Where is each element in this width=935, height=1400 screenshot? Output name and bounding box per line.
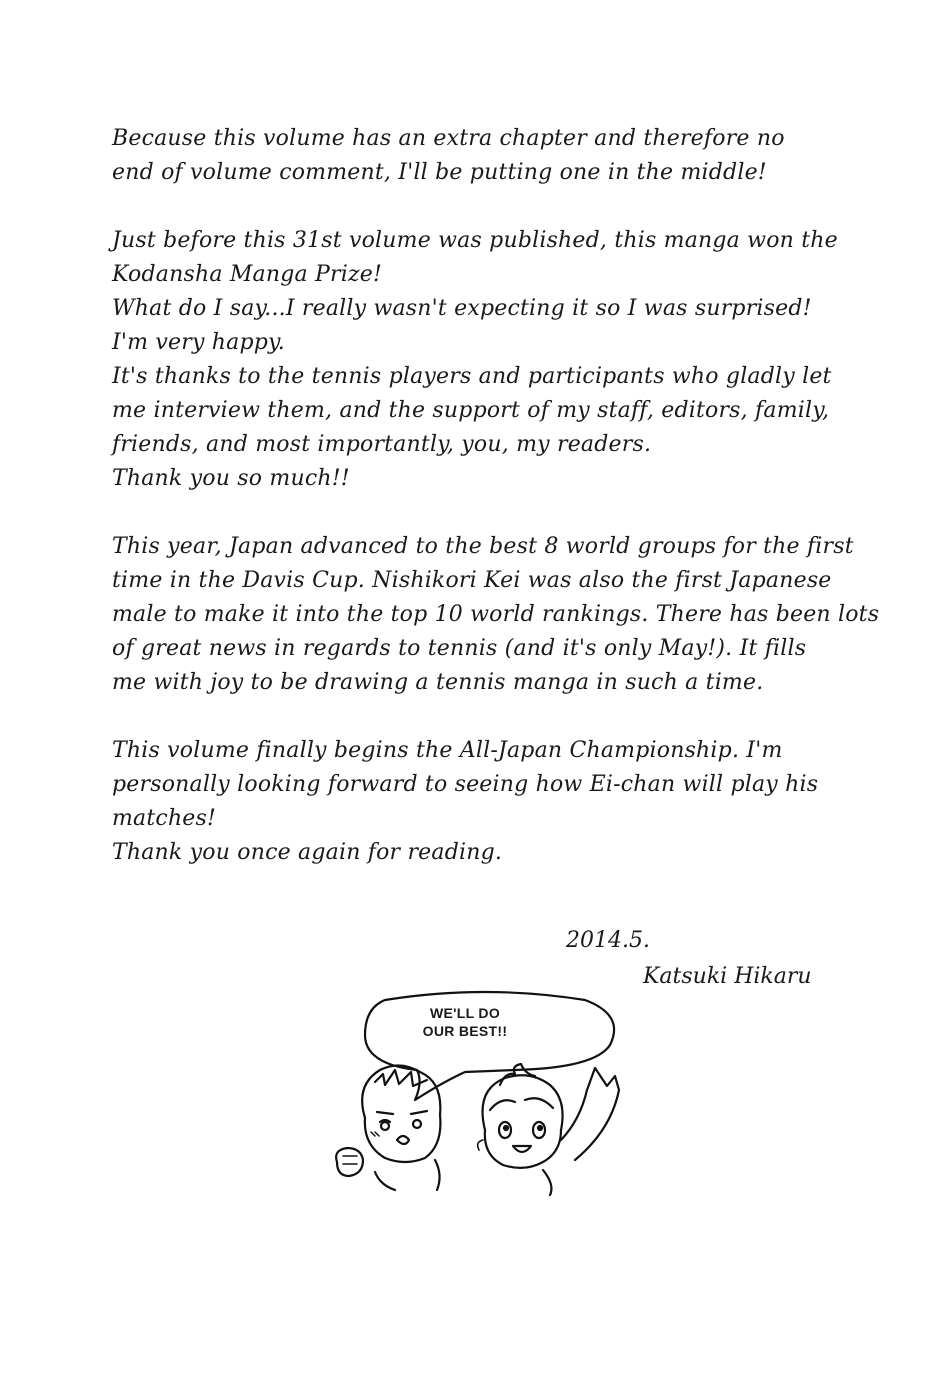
speech-bubble-line: OUR BEST!!: [422, 1023, 508, 1039]
signoff-author: Katsuki Hikaru: [643, 964, 812, 989]
speech-bubble-text: [385, 1004, 545, 1040]
signoff-date: 2014.5.: [566, 928, 650, 953]
letter-paragraph-3: [112, 530, 880, 700]
letter-paragraph-4: [112, 734, 872, 870]
left-character: [336, 1065, 440, 1190]
letter-line: Thank you once again for reading.: [112, 840, 503, 865]
letter-line: end of volume comment, I'll be putting one in the middle!: [112, 160, 767, 185]
letter-paragraph-1: [112, 122, 872, 190]
letter-line: Kodansha Manga Prize!: [112, 262, 383, 287]
letter-line: This volume finally begins the All-Japan Championship. I'm: [112, 738, 783, 763]
letter-line: I'm very happy.: [112, 330, 285, 355]
right-character: [478, 1064, 619, 1195]
speech-bubble-line: WE'LL DO: [429, 1005, 501, 1021]
letter-line: matches!: [112, 806, 217, 831]
letter-line: personally looking forward to seeing how Ei-chan will play his: [112, 772, 819, 797]
letter-line: Because this volume has an extra chapter and therefore no: [112, 126, 785, 151]
letter-line: time in the Davis Cup. Nishikori Kei was also the first Japanese: [112, 568, 832, 593]
letter-line: This year, Japan advanced to the best 8 world groups for the first: [112, 534, 854, 559]
letter-line: me interview them, and the support of my staff, editors, family,: [112, 398, 830, 423]
letter-line: It's thanks to the tennis players and participants who gladly let: [112, 364, 832, 389]
letter-line: male to make it into the top 10 world rankings. There has been lots: [112, 602, 880, 627]
letter-line: Just before this 31st volume was published, this manga won the: [112, 228, 838, 253]
letter-line: Thank you so much!!: [112, 466, 350, 491]
author-letter: [112, 122, 880, 904]
letter-paragraph-2: [112, 224, 872, 496]
letter-line: of great news in regards to tennis (and it's only May!). It fills: [112, 636, 807, 661]
letter-line: What do I say...I really wasn't expecting it so I was surprised!: [112, 296, 812, 321]
letter-line: me with joy to be drawing a tennis manga in such a time.: [112, 670, 764, 695]
letter-line: friends, and most importantly, you, my readers.: [112, 432, 652, 457]
